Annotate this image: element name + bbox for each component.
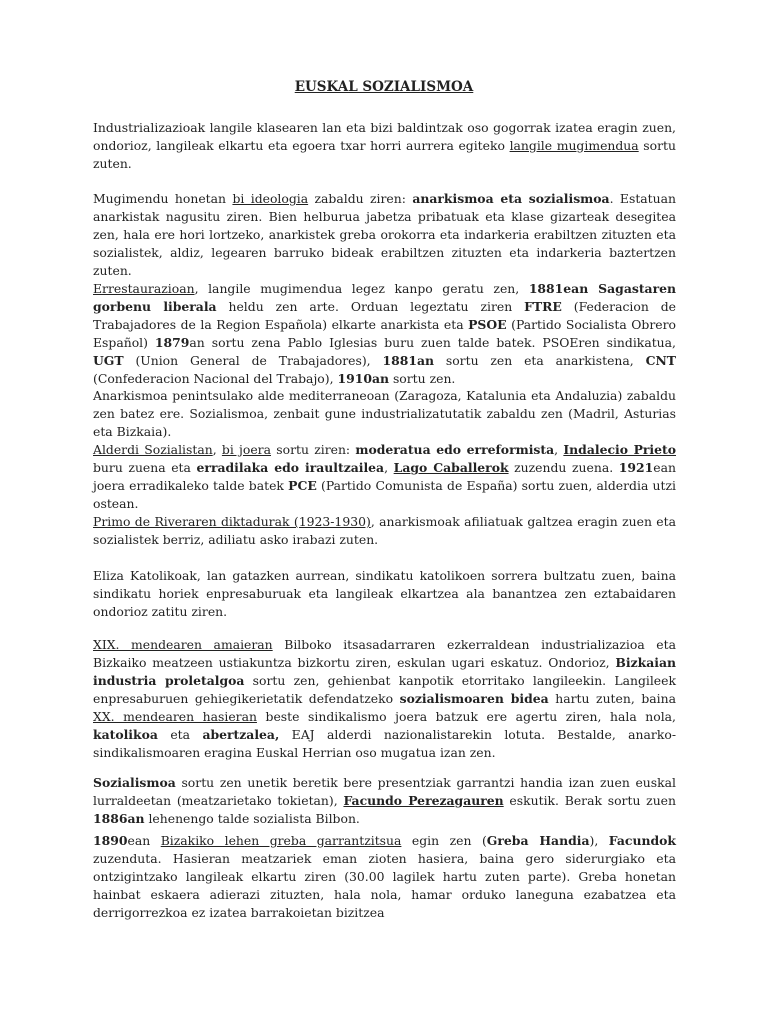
paragraph-3	[93, 280, 676, 388]
text-run: XX. mendearen hasieran	[93, 709, 257, 724]
text-run: Bilboko itsasadarraren ezkerraldean industrializazioa eta Bizkaiko meatzeen ustiakuntza bizkortu ziren, eskulan ugari eskatuz. Ondorioz,	[93, 637, 676, 670]
text-run: sortu ziren:	[271, 442, 356, 457]
text-run: 1879	[154, 335, 190, 350]
text-run: bi ideologia	[232, 191, 309, 206]
paragraph-10	[93, 832, 676, 922]
text-run: zuzenduta. Hasieran meatzariek eman zioten hasiera, baina gero siderurgiako eta ontzigintzako langileak elkartu ziren (30.00 lagilek hartu zuten parte). Greba honetan hainbat eskaera adierazi zituzten, hala nola, hamar orduko laneguna ezabatzea eta derrigorrezkoa ez izatea barrakoietan bizitzea	[93, 851, 676, 920]
text-run: 1886an	[93, 811, 145, 826]
text-run: FTRE	[524, 299, 562, 314]
text-run: eskutik. Berak sortu zuen	[503, 793, 677, 808]
text-run: 1881an	[382, 353, 434, 368]
text-run: Errestaurazioan	[93, 281, 195, 296]
text-run: Greba Handia	[486, 833, 590, 848]
text-run: egin zen (	[401, 833, 487, 848]
text-run: abertzalea,	[202, 727, 280, 742]
text-run: hartu zuten, baina	[548, 691, 676, 706]
paragraph-5	[93, 441, 676, 513]
text-run: Indalecio Prieto	[563, 442, 677, 457]
text-run: (Union General de Trabajadores),	[123, 353, 383, 368]
text-run: bi joera	[221, 442, 271, 457]
text-run: 1881ean Sagastaren gorbenu liberala	[93, 281, 676, 314]
paragraph-2	[93, 190, 676, 280]
text-run: langile mugimendua	[509, 138, 639, 153]
document-title: EUSKAL SOZIALISMOA	[294, 79, 474, 95]
text-run: Eliza Katolikoak, lan gatazken aurrean, sindikatu katolikoen sorrera bultzatu zuen, baina sindikatu horiek enpresaburuak eta langileak elkartzea ala banantzea zen eztabaidaren ondorioz zatitu ziren.	[93, 568, 676, 619]
text-run: ,	[384, 460, 394, 475]
text-run: anarkismoa eta sozialismoa	[412, 191, 610, 206]
text-run: Anarkismoa penintsulako alde mediterraneoan (Zaragoza, Katalunia eta Andaluzia) zabaldu zen batez ere. Sozialismoa, zenbait gune industrializatutatik zabaldu zen (Madril, Asturias eta Bizkaia).	[93, 388, 676, 439]
text-run: UGT	[93, 353, 124, 368]
text-run: Sozialismoa	[93, 775, 176, 790]
text-run: Facundok	[608, 833, 677, 848]
text-run: (Partido Socialista Obrero Español)	[93, 317, 676, 350]
text-run: . Estatuan anarkistak nagusitu ziren. Bien helburua jabetza pribatuak eta klase gizarteak desegitea zen, hala ere hori lortzeko, anarkistek greba orokorra eta indarkeria erabiltzen zituzten eta sozialistek, aldiz, legearen barruko bideak erabiltzen zituzten eta indarkeria baztertzen zuten.	[93, 191, 677, 278]
text-run: (Partido Comunista de España) sortu zuen, alderdia utzi ostean.	[93, 478, 676, 511]
text-run: ean joera erradikaleko talde batek	[93, 460, 676, 493]
text-run: sortu zen, gehienbat kanpotik etorritako langileekin. Langileek enpresaburuen gehiegikerietatik defendatzeko	[93, 673, 676, 706]
paragraph-1	[93, 119, 676, 173]
text-run: sozialismoaren bidea	[399, 691, 549, 706]
text-run: , anarkismoak afiliatuak galtzea eragin zuen eta sozialistek berriz, adiliatu asko irabazi zuten.	[93, 514, 676, 547]
text-run: Alderdi Sozialistan	[93, 442, 213, 457]
text-run: PCE	[288, 478, 317, 493]
text-run: 1890	[93, 833, 128, 848]
text-run: buru zuena eta	[93, 460, 197, 475]
text-run: Lago Caballerok	[393, 460, 509, 475]
text-run: 1910an	[337, 371, 389, 386]
text-run: ),	[589, 833, 609, 848]
text-run: Mugimendu honetan	[93, 191, 233, 206]
text-run: sortu zen.	[389, 371, 456, 386]
paragraph-8	[93, 636, 676, 762]
text-run: eta	[157, 727, 203, 742]
paragraph-7	[93, 567, 676, 621]
text-run: , langile mugimendua legez kanpo geratu zen,	[194, 281, 529, 296]
text-run: Primo de Riveraren diktadurak (1923-1930)	[93, 514, 371, 529]
text-run: (Confederacion Nacional del Trabajo),	[93, 371, 338, 386]
text-run: sortu zen eta anarkistena,	[434, 353, 646, 368]
text-run: Facundo Perezagauren	[343, 793, 504, 808]
paragraph-9	[93, 774, 676, 828]
text-run: sortu zuten.	[93, 138, 676, 171]
text-run: katolikoa	[93, 727, 158, 742]
text-run: beste sindikalismo joera batzuk ere agertu ziren, hala nola,	[256, 709, 676, 724]
text-run: Bizakiko lehen greba garrantzitsua	[160, 833, 402, 848]
text-run: ,	[212, 442, 222, 457]
text-run: erradilaka edo iraultzailea	[196, 460, 385, 475]
text-run: zuzendu zuena.	[508, 460, 619, 475]
text-run: zabaldu ziren:	[308, 191, 413, 206]
text-run: moderatua edo erreformista	[355, 442, 555, 457]
text-run: sortu zen unetik beretik bere presentziak garrantzi handia izan zuen euskal lurraldeetan (meatzarietako tokietan),	[93, 775, 676, 808]
paragraph-6	[93, 513, 676, 549]
text-run: ,	[554, 442, 564, 457]
text-run: XIX. mendearen amaieran	[93, 637, 273, 652]
text-run: PSOE	[468, 317, 507, 332]
text-run: an sortu zena Pablo Iglesias buru zuen talde batek. PSOEren sindikatua,	[189, 335, 676, 350]
text-run: Bizkaian industria proletalgoa	[93, 655, 676, 688]
text-run: (Federacion de Trabajadores de la Region Española) elkarte anarkista eta	[93, 299, 676, 332]
text-run: lehenengo talde sozialista Bilbon.	[144, 811, 360, 826]
text-run: ean	[127, 833, 161, 848]
text-run: 1921	[618, 460, 654, 475]
paragraph-4	[93, 387, 676, 441]
text-run: EAJ alderdi nazionalistarekin lotuta. Bestalde, anarko-sindikalismoaren eragina Euskal Herrian oso mugatua izan zen.	[93, 727, 677, 760]
text-run: CNT	[645, 353, 676, 368]
text-run: heldu zen arte. Orduan legeztatu ziren	[216, 299, 525, 314]
text-run: Industrializazioak langile klasearen lan eta bizi baldintzak oso gogorrak izatea eragin zuen, ondorioz, langileak elkartu eta egoera txar horri aurrera egiteko	[93, 120, 676, 153]
